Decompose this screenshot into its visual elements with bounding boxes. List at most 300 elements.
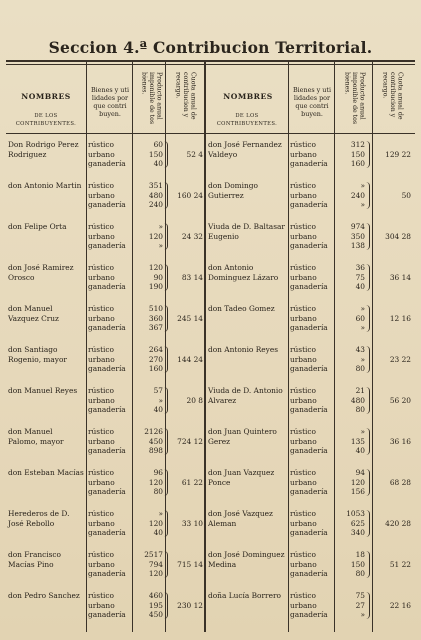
asset-categories — [88, 550, 126, 579]
annual-product-values — [335, 181, 365, 210]
annual-quota-total: 23 22 — [389, 354, 411, 364]
annual-product-value: 60 — [355, 313, 365, 323]
asset-category: ganadería — [290, 528, 328, 538]
annual-product-value: 625 — [350, 518, 365, 528]
asset-categories — [88, 427, 126, 456]
asset-categories — [290, 222, 328, 251]
contributor-name: don Antonio Martin — [8, 181, 82, 190]
annual-quota-total: 12 16 — [389, 313, 411, 323]
annual-quota-total: 20 8 — [186, 395, 203, 405]
annual-quota-total: 715 14 — [177, 559, 203, 569]
asset-categories — [290, 181, 328, 210]
asset-categories — [290, 140, 328, 169]
annual-product-value: 350 — [350, 231, 365, 241]
annual-product-value: 120 — [148, 263, 163, 272]
annual-product-value: 240 — [148, 200, 163, 210]
annual-product-value: 351 — [148, 181, 163, 190]
annual-quota-total: 245 14 — [177, 313, 203, 323]
asset-category: rústico — [290, 591, 317, 600]
ledger-entry — [8, 345, 204, 383]
annual-product-values — [335, 509, 365, 538]
annual-product-value: 460 — [148, 591, 163, 600]
asset-category: urbano — [290, 149, 317, 159]
annual-quota-total: 24 32 — [181, 231, 203, 241]
asset-category: rústico — [88, 263, 115, 272]
asset-category: urbano — [290, 395, 317, 405]
contributor-name: doña Lucía Borrero — [208, 591, 281, 600]
asset-categories — [290, 304, 328, 333]
annual-product-value: 80 — [355, 569, 365, 579]
annual-product-value: 80 — [355, 405, 365, 415]
annual-product-values — [335, 140, 365, 169]
annual-product-values — [133, 509, 163, 538]
asset-category: ganadería — [290, 487, 328, 497]
ledger-entry — [8, 550, 204, 588]
producto-heading-left: Producto anual imponible de tos bienes. — [140, 72, 163, 125]
asset-category: ganadería — [88, 487, 126, 497]
grouping-brace — [164, 182, 168, 209]
asset-category: urbano — [88, 477, 115, 487]
grouping-brace — [366, 305, 370, 332]
asset-category: rústico — [290, 263, 317, 272]
section-title: Seccion 4.ª Contribucion Territorial. — [48, 38, 373, 57]
asset-categories — [88, 140, 126, 169]
asset-categories — [290, 427, 328, 456]
annual-product-value: » — [360, 304, 365, 313]
center-rule — [204, 60, 206, 632]
contributor-name: don José Vazquez Aleman — [208, 509, 273, 528]
asset-category: rústico — [88, 181, 115, 190]
bienes-heading-right: Bienes y uti lidades por que contri buyen. — [292, 86, 332, 118]
asset-categories — [88, 222, 126, 251]
names-heading-right: NOMBRES — [223, 92, 273, 101]
asset-category: urbano — [88, 190, 115, 200]
annual-product-value: 21 — [355, 386, 365, 395]
contributor-name: don Esteban Macías — [8, 468, 84, 477]
annual-product-value: 312 — [350, 140, 365, 149]
annual-product-value: 270 — [148, 354, 163, 364]
grouping-brace — [366, 264, 370, 291]
asset-category: ganadería — [290, 200, 328, 210]
asset-category: ganadería — [88, 323, 126, 333]
annual-product-values — [133, 304, 163, 333]
annual-quota-total: 304 28 — [385, 231, 411, 241]
annual-product-value: 360 — [148, 313, 163, 323]
annual-quota-total: 420 28 — [385, 518, 411, 528]
asset-category: urbano — [88, 559, 115, 569]
annual-product-value: » — [158, 222, 163, 231]
grouping-brace — [164, 346, 168, 373]
grouping-brace — [366, 141, 370, 168]
annual-quota-total: 83 14 — [181, 272, 203, 282]
annual-product-value: 480 — [148, 190, 163, 200]
ledger-entry — [8, 181, 204, 219]
grouping-brace — [366, 346, 370, 373]
annual-product-values — [133, 550, 163, 579]
ledger-entry — [8, 304, 204, 342]
annual-quota-total: 52 4 — [186, 149, 203, 159]
asset-categories — [290, 509, 328, 538]
asset-categories — [88, 386, 126, 415]
annual-product-value: 450 — [148, 610, 163, 620]
ledger-entry — [208, 427, 416, 465]
asset-category: urbano — [290, 559, 317, 569]
asset-category: rústico — [290, 386, 317, 395]
ledger-entry — [208, 181, 416, 219]
annual-product-values — [133, 181, 163, 210]
annual-quota-total: 724 12 — [177, 436, 203, 446]
asset-category: ganadería — [88, 405, 126, 415]
ledger-entry — [208, 509, 416, 547]
grouping-brace — [366, 182, 370, 209]
asset-categories — [290, 263, 328, 292]
annual-product-value: 120 — [148, 569, 163, 579]
asset-category: rústico — [290, 222, 317, 231]
annual-product-value: 195 — [148, 600, 163, 610]
asset-category: rústico — [290, 304, 317, 313]
annual-quota-total: 22 16 — [389, 600, 411, 610]
contributor-name: Viuda de D. Antonio Alvarez — [208, 386, 283, 405]
asset-category: ganadería — [290, 405, 328, 415]
annual-product-value: 367 — [148, 323, 163, 333]
asset-category: rústico — [88, 509, 115, 518]
annual-product-value: 340 — [350, 528, 365, 538]
asset-category: rústico — [290, 427, 317, 436]
asset-category: rústico — [290, 181, 317, 190]
asset-category: ganadería — [88, 200, 126, 210]
annual-product-value: 27 — [355, 600, 365, 610]
annual-product-value: 794 — [148, 559, 163, 569]
ledger-entry — [8, 468, 204, 506]
annual-product-values — [335, 304, 365, 333]
ledger-entry — [208, 591, 416, 629]
asset-category: urbano — [88, 600, 115, 610]
ledger-entry — [8, 591, 204, 629]
asset-category: ganadería — [88, 528, 126, 538]
asset-categories — [88, 345, 126, 374]
ledger-entry — [8, 222, 204, 260]
annual-product-value: 480 — [350, 395, 365, 405]
ledger-entry — [208, 304, 416, 342]
annual-product-value: 156 — [350, 487, 365, 497]
annual-product-value: 75 — [355, 272, 365, 282]
annual-product-value: 160 — [350, 159, 365, 169]
asset-category: urbano — [290, 436, 317, 446]
contributor-name: Viuda de D. Baltasar Eugenio — [208, 222, 285, 241]
asset-category: rústico — [88, 427, 115, 436]
asset-category: rústico — [290, 550, 317, 559]
asset-categories — [290, 550, 328, 579]
annual-product-value: 43 — [355, 345, 365, 354]
annual-product-value: » — [360, 610, 365, 620]
asset-category: urbano — [88, 436, 115, 446]
names-subheading-left: DE LOS CONTRIBUYENTES. — [15, 113, 77, 127]
asset-category: ganadería — [290, 241, 328, 251]
annual-product-values — [133, 386, 163, 415]
annual-product-value: 40 — [355, 446, 365, 456]
grouping-brace — [164, 551, 168, 578]
annual-quota-total: 68 28 — [389, 477, 411, 487]
annual-product-value: 120 — [148, 231, 163, 241]
annual-product-value: 40 — [153, 405, 163, 415]
annual-product-value: 974 — [350, 222, 365, 231]
contributor-name: don Manuel Palomo, mayor — [8, 427, 64, 446]
annual-product-value: 80 — [153, 487, 163, 497]
asset-category: urbano — [88, 149, 115, 159]
annual-quota-total: 51 22 — [389, 559, 411, 569]
asset-category: rústico — [88, 468, 115, 477]
annual-product-value: 150 — [148, 149, 163, 159]
ledger-entry — [8, 509, 204, 547]
asset-category: rústico — [290, 345, 317, 354]
annual-quota-total: 61 22 — [181, 477, 203, 487]
grouping-brace — [366, 592, 370, 619]
annual-product-values — [133, 263, 163, 292]
annual-product-value: 138 — [350, 241, 365, 251]
annual-product-values — [335, 263, 365, 292]
annual-product-value: 120 — [148, 518, 163, 528]
annual-product-value: 18 — [355, 550, 365, 559]
annual-quota-total: 36 14 — [389, 272, 411, 282]
annual-product-values — [133, 427, 163, 456]
annual-product-value: » — [360, 200, 365, 210]
annual-quota-total: 56 20 — [389, 395, 411, 405]
grouping-brace — [164, 469, 168, 496]
header-bottom-rule — [6, 133, 415, 134]
asset-category: urbano — [88, 518, 115, 528]
annual-product-value: 150 — [350, 149, 365, 159]
grouping-brace — [164, 510, 168, 537]
asset-categories — [88, 263, 126, 292]
annual-product-value: 75 — [355, 591, 365, 600]
asset-category: rústico — [88, 386, 115, 395]
ledger-entry — [208, 345, 416, 383]
contributor-name: don Santiago Rogenio, mayor — [8, 345, 67, 364]
asset-category: urbano — [290, 231, 317, 241]
asset-category: ganadería — [88, 364, 126, 374]
asset-category: rústico — [88, 140, 115, 149]
asset-category: rústico — [290, 468, 317, 477]
grouping-brace — [164, 592, 168, 619]
annual-quota-total: 230 12 — [177, 600, 203, 610]
asset-category: ganadería — [290, 446, 328, 456]
annual-product-values — [335, 427, 365, 456]
contributor-name: don José Fernandez Valdeyo — [208, 140, 282, 159]
annual-product-value: 80 — [355, 364, 365, 374]
contributor-name: don Domingo Gutierrez — [208, 181, 258, 200]
ledger-entry — [208, 222, 416, 260]
asset-categories — [88, 468, 126, 497]
annual-product-value: 90 — [153, 272, 163, 282]
annual-product-value: » — [360, 427, 365, 436]
asset-category: ganadería — [88, 241, 126, 251]
annual-product-value: 36 — [355, 263, 365, 272]
asset-category: rústico — [88, 550, 115, 559]
contributor-name: don Tadeo Gomez — [208, 304, 275, 313]
asset-category: urbano — [88, 354, 115, 364]
annual-product-value: 150 — [350, 559, 365, 569]
annual-product-value: » — [158, 241, 163, 251]
grouping-brace — [366, 510, 370, 537]
contributor-name: don Pedro Sanchez — [8, 591, 80, 600]
annual-product-value: 120 — [148, 477, 163, 487]
cuota-heading-left: Cuota anual de contribucion y recargo. — [174, 72, 197, 120]
annual-product-values — [133, 591, 163, 620]
annual-product-value: 264 — [148, 345, 163, 354]
grouping-brace — [164, 387, 168, 414]
asset-category: urbano — [88, 313, 115, 323]
contributor-name: don Antonio Reyes — [208, 345, 279, 354]
asset-category: urbano — [290, 272, 317, 282]
grouping-brace — [366, 469, 370, 496]
asset-category: urbano — [88, 272, 115, 282]
cuota-heading-right: Cuota anual de contribucion y recargo. — [381, 72, 404, 120]
grouping-brace — [164, 264, 168, 291]
asset-category: rústico — [290, 140, 317, 149]
annual-quota-total: 144 24 — [177, 354, 203, 364]
annual-quota-total: 33 10 — [181, 518, 203, 528]
annual-product-value: 510 — [148, 304, 163, 313]
annual-product-value: 190 — [148, 282, 163, 292]
contributor-name: don Juan Vazquez Ponce — [208, 468, 275, 487]
annual-product-values — [335, 468, 365, 497]
asset-categories — [88, 509, 126, 538]
asset-category: urbano — [290, 518, 317, 528]
asset-category: rústico — [88, 222, 115, 231]
annual-product-value: 240 — [350, 190, 365, 200]
asset-category: ganadería — [290, 282, 328, 292]
ledger-entry — [208, 140, 416, 178]
annual-product-values — [335, 386, 365, 415]
annual-product-values — [133, 222, 163, 251]
asset-categories — [290, 345, 328, 374]
asset-category: rústico — [290, 509, 317, 518]
top-rule — [6, 60, 415, 62]
ledger-entry — [208, 263, 416, 301]
annual-product-value: 40 — [153, 528, 163, 538]
asset-category: ganadería — [88, 282, 126, 292]
annual-quota-total: 160 24 — [177, 190, 203, 200]
contributor-name: don Felipe Orta — [8, 222, 67, 231]
annual-product-value: 96 — [153, 468, 163, 477]
annual-quota-total: 129 22 — [385, 149, 411, 159]
grouping-brace — [366, 223, 370, 250]
ledger-entry — [208, 468, 416, 506]
grouping-brace — [164, 428, 168, 455]
asset-categories — [290, 386, 328, 415]
annual-product-value: 40 — [355, 282, 365, 292]
ledger-entry — [8, 140, 204, 178]
asset-category: urbano — [88, 231, 115, 241]
asset-category: ganadería — [88, 610, 126, 620]
annual-product-values — [335, 345, 365, 374]
contributor-name: don Francisco Macías Pino — [8, 550, 62, 569]
grouping-brace — [164, 223, 168, 250]
asset-category: ganadería — [290, 610, 328, 620]
annual-product-value: 2126 — [144, 427, 163, 436]
grouping-brace — [164, 141, 168, 168]
asset-categories — [88, 304, 126, 333]
annual-quota-total: 50 — [401, 190, 411, 200]
asset-category: ganadería — [290, 159, 328, 169]
annual-product-value: 57 — [153, 386, 163, 395]
asset-category: ganadería — [290, 364, 328, 374]
contributor-name: don Antonio Dominguez Lázaro — [208, 263, 279, 282]
asset-categories — [88, 181, 126, 210]
asset-category: urbano — [290, 190, 317, 200]
contributor-name: don Manuel Vazquez Cruz — [8, 304, 59, 323]
asset-category: rústico — [88, 345, 115, 354]
asset-category: urbano — [290, 354, 317, 364]
annual-product-value: 94 — [355, 468, 365, 477]
annual-product-value: 135 — [350, 436, 365, 446]
contributor-name: Don Rodrigo Perez Rodriguez — [8, 140, 79, 159]
annual-product-value: 120 — [350, 477, 365, 487]
grouping-brace — [366, 387, 370, 414]
annual-product-value: » — [158, 509, 163, 518]
ledger-entry — [8, 386, 204, 424]
ledger-entry — [8, 427, 204, 465]
contributor-name: don José Ramirez Orosco — [8, 263, 74, 282]
asset-categories — [88, 591, 126, 620]
bienes-heading-left: Bienes y uti lidades por que contri buyen. — [90, 86, 130, 118]
annual-product-values — [133, 468, 163, 497]
annual-product-values — [335, 591, 365, 620]
annual-product-value: » — [360, 354, 365, 364]
asset-category: ganadería — [88, 159, 126, 169]
annual-product-value: 2517 — [144, 550, 163, 559]
annual-product-values — [335, 550, 365, 579]
asset-category: ganadería — [88, 569, 126, 579]
ledger-entry — [208, 386, 416, 424]
annual-product-value: 160 — [148, 364, 163, 374]
ledger-entry — [208, 550, 416, 588]
names-subheading-right: DE LOS CONTRIBUYENTES. — [216, 113, 278, 127]
annual-product-values — [335, 222, 365, 251]
top-rule-thin — [6, 64, 415, 65]
grouping-brace — [366, 428, 370, 455]
annual-product-value: 40 — [153, 159, 163, 169]
annual-quota-total: 36 16 — [389, 436, 411, 446]
asset-category: ganadería — [88, 446, 126, 456]
annual-product-value: » — [158, 395, 163, 405]
annual-product-value: » — [360, 181, 365, 190]
ledger-entry — [8, 263, 204, 301]
annual-product-value: 60 — [153, 140, 163, 149]
contributor-name: don José Dominguez Medina — [208, 550, 285, 569]
asset-category: rústico — [88, 304, 115, 313]
asset-category: urbano — [88, 395, 115, 405]
contributor-name: Herederos de D. José Rebollo — [8, 509, 70, 528]
asset-categories — [290, 468, 328, 497]
asset-category: ganadería — [290, 323, 328, 333]
asset-category: urbano — [290, 477, 317, 487]
asset-category: rústico — [88, 591, 115, 600]
grouping-brace — [366, 551, 370, 578]
grouping-brace — [164, 305, 168, 332]
names-heading-left: NOMBRES — [21, 92, 71, 101]
asset-category: ganadería — [290, 569, 328, 579]
asset-category: urbano — [290, 600, 317, 610]
annual-product-value: 898 — [148, 446, 163, 456]
producto-heading-right: Producto anual imponible de tos bienes. — [343, 72, 366, 125]
annual-product-values — [133, 345, 163, 374]
contributor-name: don Juan Quintero Gerez — [208, 427, 277, 446]
asset-category: urbano — [290, 313, 317, 323]
annual-product-value: » — [360, 323, 365, 333]
contributor-name: don Manuel Reyes — [8, 386, 78, 395]
annual-product-value: 1053 — [346, 509, 365, 518]
